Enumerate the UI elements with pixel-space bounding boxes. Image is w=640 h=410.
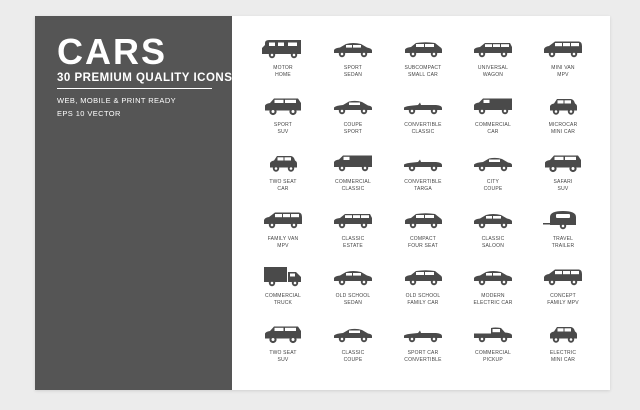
icon-label-line1: COMMERCIAL (475, 350, 511, 356)
icon-label (554, 179, 573, 192)
icon-tile (458, 152, 528, 209)
car-convertible-icon (401, 95, 445, 117)
icon-label (547, 293, 579, 306)
icon-label (269, 179, 296, 192)
icon-label (344, 122, 363, 135)
icon-label-line1: TWO SEAT (269, 179, 297, 185)
icon-label-line2: CAR (277, 185, 289, 192)
icon-label (404, 179, 441, 192)
icon-label-line2: COUPE (343, 356, 363, 363)
icon-label-line2: SUV (277, 356, 289, 363)
car-minivan-icon (261, 209, 305, 231)
car-microcar-icon (261, 152, 305, 174)
icon-label (404, 122, 441, 135)
icon-label-line2: FOUR SEAT (407, 242, 439, 249)
info-line-formats: WEB, MOBILE & PRINT READY (57, 96, 177, 105)
page-subtitle: 30 PREMIUM QUALITY ICONS (57, 72, 233, 84)
title-panel (35, 16, 232, 390)
car-convertible-icon (401, 152, 445, 174)
icon-tile (248, 152, 318, 209)
icon-tile (388, 266, 458, 323)
icon-label-line2: FAMILY CAR (407, 299, 439, 306)
car-microcar-icon (541, 95, 585, 117)
icon-label-line1: MODERN (481, 293, 505, 299)
icon-label (265, 293, 301, 306)
car-coupe-icon (331, 323, 375, 345)
car-minivan-icon (541, 266, 585, 288)
icon-tile (458, 95, 528, 152)
icon-label-line2: MPV (557, 71, 569, 78)
icon-label-line1: CLASSIC (341, 236, 365, 242)
icon-label (478, 65, 508, 78)
car-van-icon (331, 152, 375, 174)
icon-label (473, 293, 512, 306)
icon-label-line2: ELECTRIC CAR (473, 299, 513, 306)
icon-label-line2: HOME (275, 71, 291, 78)
icon-label-line2: SUV (277, 128, 289, 135)
icon-label (549, 122, 578, 135)
icon-label-line2: SEDAN (343, 299, 363, 306)
icon-label-line1: CITY (486, 179, 500, 185)
icon-label-line1: COMMERCIAL (265, 293, 301, 299)
icon-label-line2: CONVERTIBLE (404, 356, 442, 363)
icon-label-line1: MICROCAR (548, 122, 578, 128)
icon-tile (458, 38, 528, 95)
icon-label-line2: SEDAN (343, 71, 363, 78)
icon-label (269, 350, 296, 363)
icon-tile (318, 266, 388, 323)
car-hatchback-icon (401, 38, 445, 60)
icon-tile (318, 95, 388, 152)
icon-label-line1: MOTOR (273, 65, 293, 71)
icon-label-line1: CLASSIC (481, 236, 505, 242)
icon-label (342, 236, 365, 249)
icon-label-line2: SMALL CAR (408, 71, 438, 78)
car-convertible-icon (401, 323, 445, 345)
icon-tile (458, 323, 528, 380)
icon-tile (248, 323, 318, 380)
icon-label-line1: SPORT CAR (407, 350, 439, 356)
icon-label-line2: MINI CAR (550, 128, 576, 135)
car-suv-icon (541, 152, 585, 174)
icon-label-line2: CLASSIC (411, 128, 435, 135)
car-suv-icon (261, 323, 305, 345)
icon-label-line1: SUBCOMPACT (404, 65, 442, 71)
icon-label-line1: TRAVEL (552, 236, 574, 242)
icon-label-line1: UNIVERSAL (477, 65, 509, 71)
car-sedan-icon (331, 266, 375, 288)
icon-tile (388, 95, 458, 152)
car-wagon-icon (331, 209, 375, 231)
icon-label-line2: TARGA (414, 185, 432, 192)
icon-tile (528, 95, 598, 152)
icon-label-line2: COUPE (483, 185, 503, 192)
icon-grid (248, 38, 598, 378)
icon-label-line2: SPORT (343, 128, 363, 135)
icon-tile (458, 266, 528, 323)
icon-label (342, 350, 365, 363)
icon-label-line2: TRAILER (551, 242, 575, 249)
icon-label-line1: SPORT (343, 65, 363, 71)
icon-label-line2: PICKUP (483, 356, 503, 363)
icon-tile (528, 266, 598, 323)
icon-label (408, 236, 438, 249)
car-hatchback-icon (401, 266, 445, 288)
icon-label (335, 179, 371, 192)
icon-label-line1: MINI VAN (551, 65, 575, 71)
icon-label-line2: CAR (487, 128, 499, 135)
icon-label (405, 65, 442, 78)
car-minivan-icon (541, 38, 585, 60)
car-sedan-icon (331, 38, 375, 60)
icon-label (404, 350, 441, 363)
car-sedan-icon (471, 266, 515, 288)
icon-label-line2: WAGON (482, 71, 504, 78)
icon-label-line1: COMMERCIAL (475, 122, 511, 128)
icon-label-line2: MINI CAR (550, 356, 576, 363)
car-motorhome-icon (261, 38, 305, 60)
icon-label-line2: CLASSIC (341, 185, 365, 192)
icon-tile (528, 38, 598, 95)
icon-label-line2: ESTATE (343, 242, 363, 249)
icon-tile (318, 38, 388, 95)
icon-tile (248, 38, 318, 95)
icon-label-line2: MPV (277, 242, 289, 249)
icon-label-line2: TRUCK (273, 299, 293, 306)
icon-label-line1: OLD SCHOOL (405, 293, 441, 299)
icon-label-line2: SALOON (481, 242, 505, 249)
icon-label-line1: TWO SEAT (269, 350, 297, 356)
car-sedan-icon (471, 209, 515, 231)
car-pickup-icon (471, 323, 515, 345)
icon-tile (388, 152, 458, 209)
icon-label-line1: COMPACT (409, 236, 436, 242)
car-hatchback-icon (401, 209, 445, 231)
icon-label-line1: COMMERCIAL (335, 179, 371, 185)
info-line-vector: EPS 10 VECTOR (57, 109, 121, 118)
icon-label-line1: FAMILY VAN (267, 236, 299, 242)
icon-label (273, 65, 293, 78)
icon-label (406, 293, 441, 306)
car-van-icon (471, 95, 515, 117)
car-suv-icon (261, 95, 305, 117)
icon-label-line2: SUV (557, 185, 569, 192)
car-truck-icon (261, 266, 305, 288)
car-trailer-icon (541, 209, 585, 231)
icon-tile (388, 323, 458, 380)
icon-label (552, 236, 575, 249)
icon-tile (528, 152, 598, 209)
icon-label (268, 236, 299, 249)
icon-tile (528, 323, 598, 380)
car-coupe-icon (471, 152, 515, 174)
icon-tile (528, 209, 598, 266)
icon-label-line1: COUPE (343, 122, 363, 128)
page-title: CARS (57, 31, 168, 72)
icon-label (274, 122, 292, 135)
icon-label-line1: SPORT (273, 122, 293, 128)
icon-label (550, 350, 576, 363)
icon-label-line1: CONVERTIBLE (404, 179, 442, 185)
icon-label-line1: CONCEPT (550, 293, 576, 299)
divider (57, 88, 212, 89)
icon-label (475, 122, 511, 135)
car-wagon-icon (471, 38, 515, 60)
icon-tile (318, 209, 388, 266)
icon-tile (458, 209, 528, 266)
car-coupe-icon (331, 95, 375, 117)
icon-label-line1: CLASSIC (341, 350, 365, 356)
icon-label-line1: OLD SCHOOL (335, 293, 371, 299)
icon-label (482, 236, 505, 249)
icon-tile (248, 209, 318, 266)
icon-label (475, 350, 511, 363)
icon-label (344, 65, 362, 78)
icon-tile (388, 209, 458, 266)
icon-label-line1: CONVERTIBLE (404, 122, 442, 128)
icon-tile (318, 323, 388, 380)
car-microcar-icon (541, 323, 585, 345)
icon-label (336, 293, 371, 306)
icon-label-line2: FAMILY MPV (547, 299, 579, 306)
icon-tile (388, 38, 458, 95)
icon-label (551, 65, 574, 78)
icon-label-line1: ELECTRIC (549, 350, 577, 356)
icon-label (484, 179, 503, 192)
icon-tile (318, 152, 388, 209)
icon-tile (248, 95, 318, 152)
icon-tile (248, 266, 318, 323)
icon-label-line1: SAFARI (553, 179, 573, 185)
